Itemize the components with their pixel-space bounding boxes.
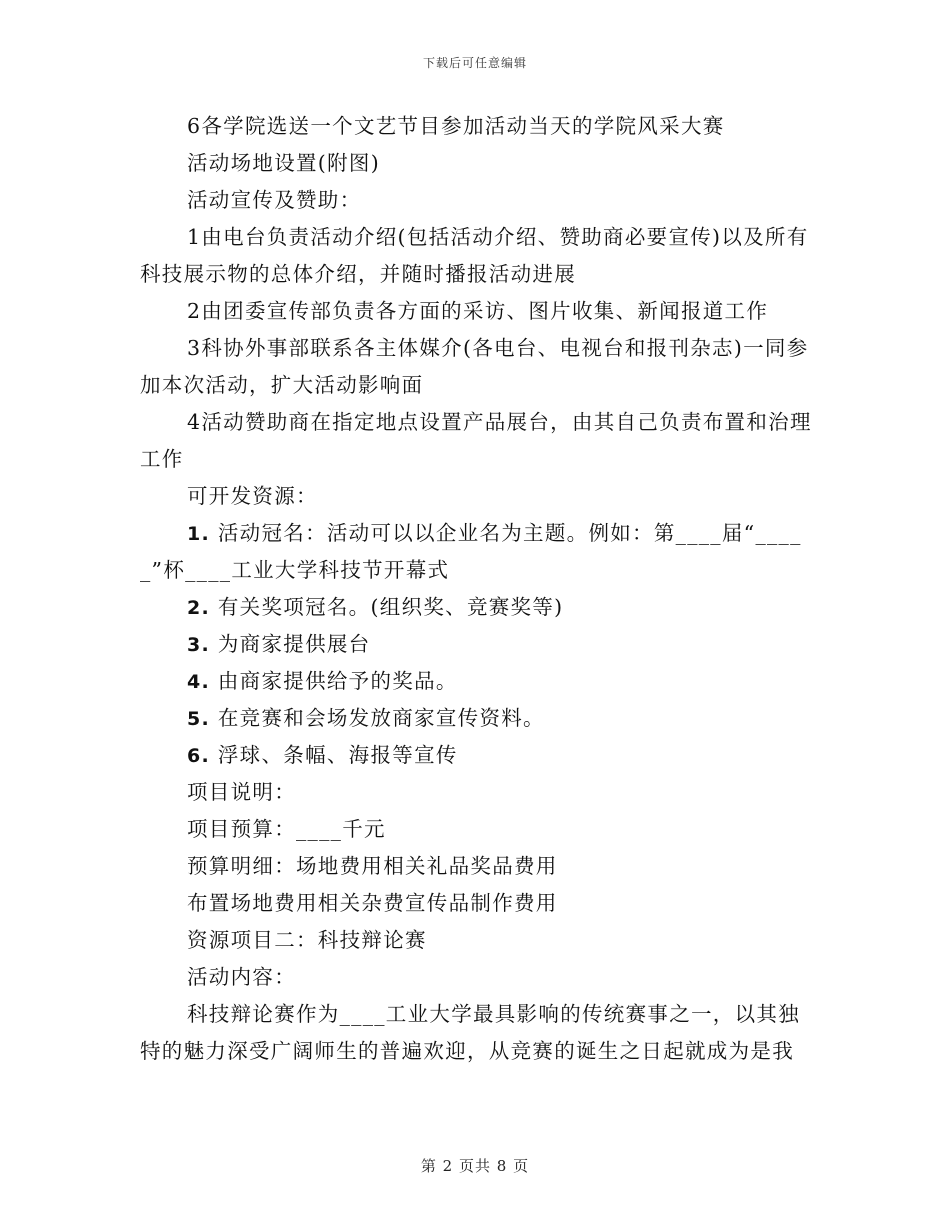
line-text: 科技辩论赛作为____工业大学最具影响的传统赛事之一，以其独	[187, 1002, 800, 1026]
line-text: 可开发资源：	[187, 484, 318, 508]
text-line	[140, 256, 812, 293]
text-line	[140, 515, 812, 552]
line-text: 布置场地费用相关杂费宣传品制作费用	[187, 891, 558, 915]
line-text: 1由电台负责活动介绍(包括活动介绍、赞助商必要宣传)以及所有	[187, 225, 809, 249]
text-line	[140, 108, 812, 145]
line-text: 6各学院选送一个文艺节目参加活动当天的学院风采大赛	[187, 114, 725, 138]
list-number: 6.	[187, 745, 211, 767]
text-line	[140, 145, 812, 182]
list-number: 4.	[187, 671, 211, 693]
line-text: _”杯____工业大学科技节开幕式	[140, 558, 450, 582]
text-line	[140, 737, 812, 774]
text-line	[140, 774, 812, 811]
line-text: 有关奖项冠名。(组织奖、竞赛奖等)	[210, 595, 564, 619]
text-line	[140, 330, 812, 367]
line-text: 3科协外事部联系各主体媒介(各电台、电视台和报刊杂志)一同参	[187, 336, 809, 360]
line-text: 2由团委宣传部负责各方面的采访、图片收集、新闻报道工作	[187, 299, 769, 323]
text-line	[140, 293, 812, 330]
line-text: 活动冠名：活动可以以企业名为主题。例如：第____届“____	[210, 521, 802, 545]
text-line	[140, 219, 812, 256]
line-text: 工作	[140, 447, 184, 471]
text-line	[140, 922, 812, 959]
text-line	[140, 996, 812, 1033]
line-text: 特的魅力深受广阔师生的普遍欢迎，从竞赛的诞生之日起就成为是我	[140, 1039, 794, 1063]
text-line	[140, 848, 812, 885]
text-line	[140, 404, 812, 441]
line-text: 活动内容：	[187, 965, 296, 989]
line-text: 4活动赞助商在指定地点设置产品展台，由其自己负责布置和治理	[187, 410, 812, 434]
line-text: 浮球、条幅、海报等宣传	[210, 743, 458, 767]
text-line	[140, 367, 812, 404]
line-text: 由商家提供给予的奖品。	[210, 669, 458, 693]
line-text: 资源项目二：科技辩论赛	[187, 928, 427, 952]
text-line	[140, 811, 812, 848]
line-text: 项目说明：	[187, 780, 296, 804]
text-line	[140, 626, 812, 663]
text-line	[140, 700, 812, 737]
text-line	[140, 589, 812, 626]
list-number: 5.	[187, 708, 211, 730]
line-text: 加本次活动，扩大活动影响面	[140, 373, 424, 397]
page-footer: 第 2 页共 8 页	[420, 1157, 530, 1175]
text-line	[140, 552, 812, 589]
line-text: 在竞赛和会场发放商家宣传资料。	[210, 706, 545, 730]
line-text: 活动宣传及赞助：	[187, 188, 362, 212]
text-line	[140, 663, 812, 700]
line-text: 活动场地设置(附图)	[187, 151, 380, 175]
page-header: 下载后可任意编辑	[422, 56, 527, 70]
text-line	[140, 478, 812, 515]
line-text: 为商家提供展台	[210, 632, 371, 656]
line-text: 预算明细：场地费用相关礼品奖品费用	[187, 854, 558, 878]
text-line	[140, 182, 812, 219]
text-line	[140, 885, 812, 922]
line-text: 项目预算：____千元	[187, 817, 386, 841]
list-number: 2.	[187, 597, 211, 619]
text-line	[140, 959, 812, 996]
body-text	[140, 108, 812, 1070]
list-number: 3.	[187, 634, 211, 656]
line-text: 科技展示物的总体介绍，并随时播报活动进展	[140, 262, 576, 286]
text-line	[140, 441, 812, 478]
list-number: 1.	[187, 523, 211, 545]
text-line	[140, 1033, 812, 1070]
